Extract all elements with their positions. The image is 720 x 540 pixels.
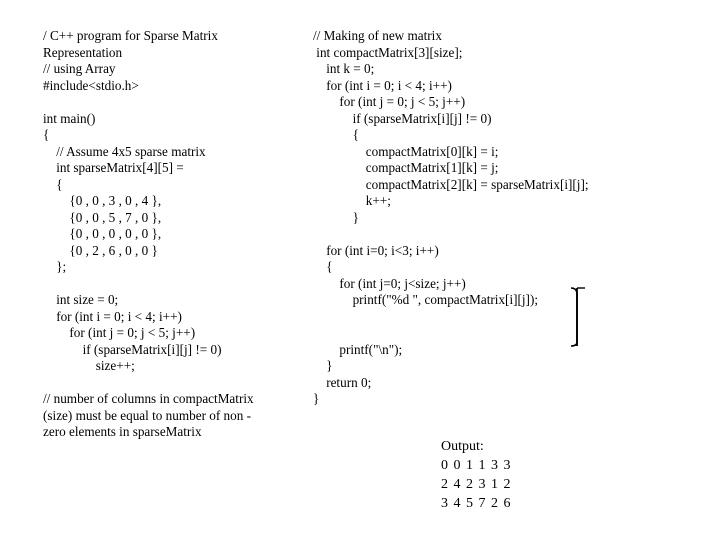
code-line: for (int i = 0; i < 4; i++): [313, 77, 452, 93]
comment-line: // number of columns in compactMatrix: [43, 391, 254, 406]
code-line: [313, 325, 643, 342]
output-row: 0 0 1 1 3 3: [441, 458, 512, 473]
code-line: [43, 94, 293, 111]
code-line: }: [313, 358, 333, 373]
output-label: Output:: [441, 439, 484, 454]
code-line: {0 , 2 , 6 , 0 , 0 }: [43, 242, 158, 258]
code-line: for (int j = 0; j < 5; j++): [313, 94, 466, 109]
code-line: if (sparseMatrix[i][j] != 0): [43, 341, 222, 357]
code-line: for (int i = 0; i < 4; i++): [43, 308, 182, 324]
code-line: {: [43, 127, 50, 142]
code-line: [313, 309, 643, 326]
code-line: {0 , 0 , 5 , 7 , 0 },: [43, 209, 162, 225]
code-line: int main(): [43, 110, 96, 126]
code-line: {: [313, 127, 359, 142]
program-output: [441, 437, 512, 513]
code-line: [43, 375, 293, 392]
comment-line: zero elements in sparseMatrix: [43, 424, 202, 439]
left-code-block: [43, 28, 293, 441]
code-line: printf("\n");: [313, 341, 403, 357]
code-line: for (int i=0; i<3; i++): [313, 242, 439, 258]
code-line: Representation: [43, 44, 123, 60]
code-line: #include<stdio.h>: [43, 77, 139, 93]
code-line: {0 , 0 , 0 , 0 , 0 },: [43, 226, 162, 241]
code-line: int compactMatrix[3][size];: [313, 44, 463, 60]
output-row: 3 4 5 7 2 6: [441, 496, 512, 511]
code-line: / C++ program for Sparse Matrix: [43, 28, 218, 43]
code-line: // Making of new matrix: [313, 28, 442, 43]
code-line: [43, 276, 293, 293]
code-line: int sparseMatrix[4][5] =: [43, 160, 184, 175]
code-line: compactMatrix[0][k] = i;: [313, 143, 499, 159]
output-row: 2 4 2 3 1 2: [441, 477, 512, 492]
code-line: }: [313, 391, 320, 406]
code-line: printf("%d ", compactMatrix[i][j]);: [313, 292, 538, 307]
code-line: {: [43, 176, 63, 192]
code-line: for (int j = 0; j < 5; j++): [43, 325, 196, 340]
right-code-block: [313, 28, 643, 408]
code-line: {0 , 0 , 3 , 0 , 4 },: [43, 193, 162, 208]
code-line: }: [313, 209, 359, 225]
code-line: size++;: [43, 358, 135, 373]
closing-brace-mark: [569, 286, 587, 348]
code-line: if (sparseMatrix[i][j] != 0): [313, 110, 492, 126]
comment-line: (size) must be equal to number of non -: [43, 407, 252, 423]
code-line: // Assume 4x5 sparse matrix: [43, 143, 206, 159]
code-line: int k = 0;: [313, 61, 375, 76]
code-line: compactMatrix[2][k] = sparseMatrix[i][j];: [313, 176, 589, 192]
code-line: return 0;: [313, 374, 372, 390]
code-line: // using Array: [43, 61, 116, 76]
code-line: k++;: [313, 193, 391, 208]
code-line: [313, 226, 643, 243]
code-line: compactMatrix[1][k] = j;: [313, 160, 499, 175]
code-line: };: [43, 259, 67, 274]
code-line: {: [313, 259, 333, 274]
code-line: for (int j=0; j<size; j++): [313, 275, 466, 291]
code-line: int size = 0;: [43, 292, 119, 307]
